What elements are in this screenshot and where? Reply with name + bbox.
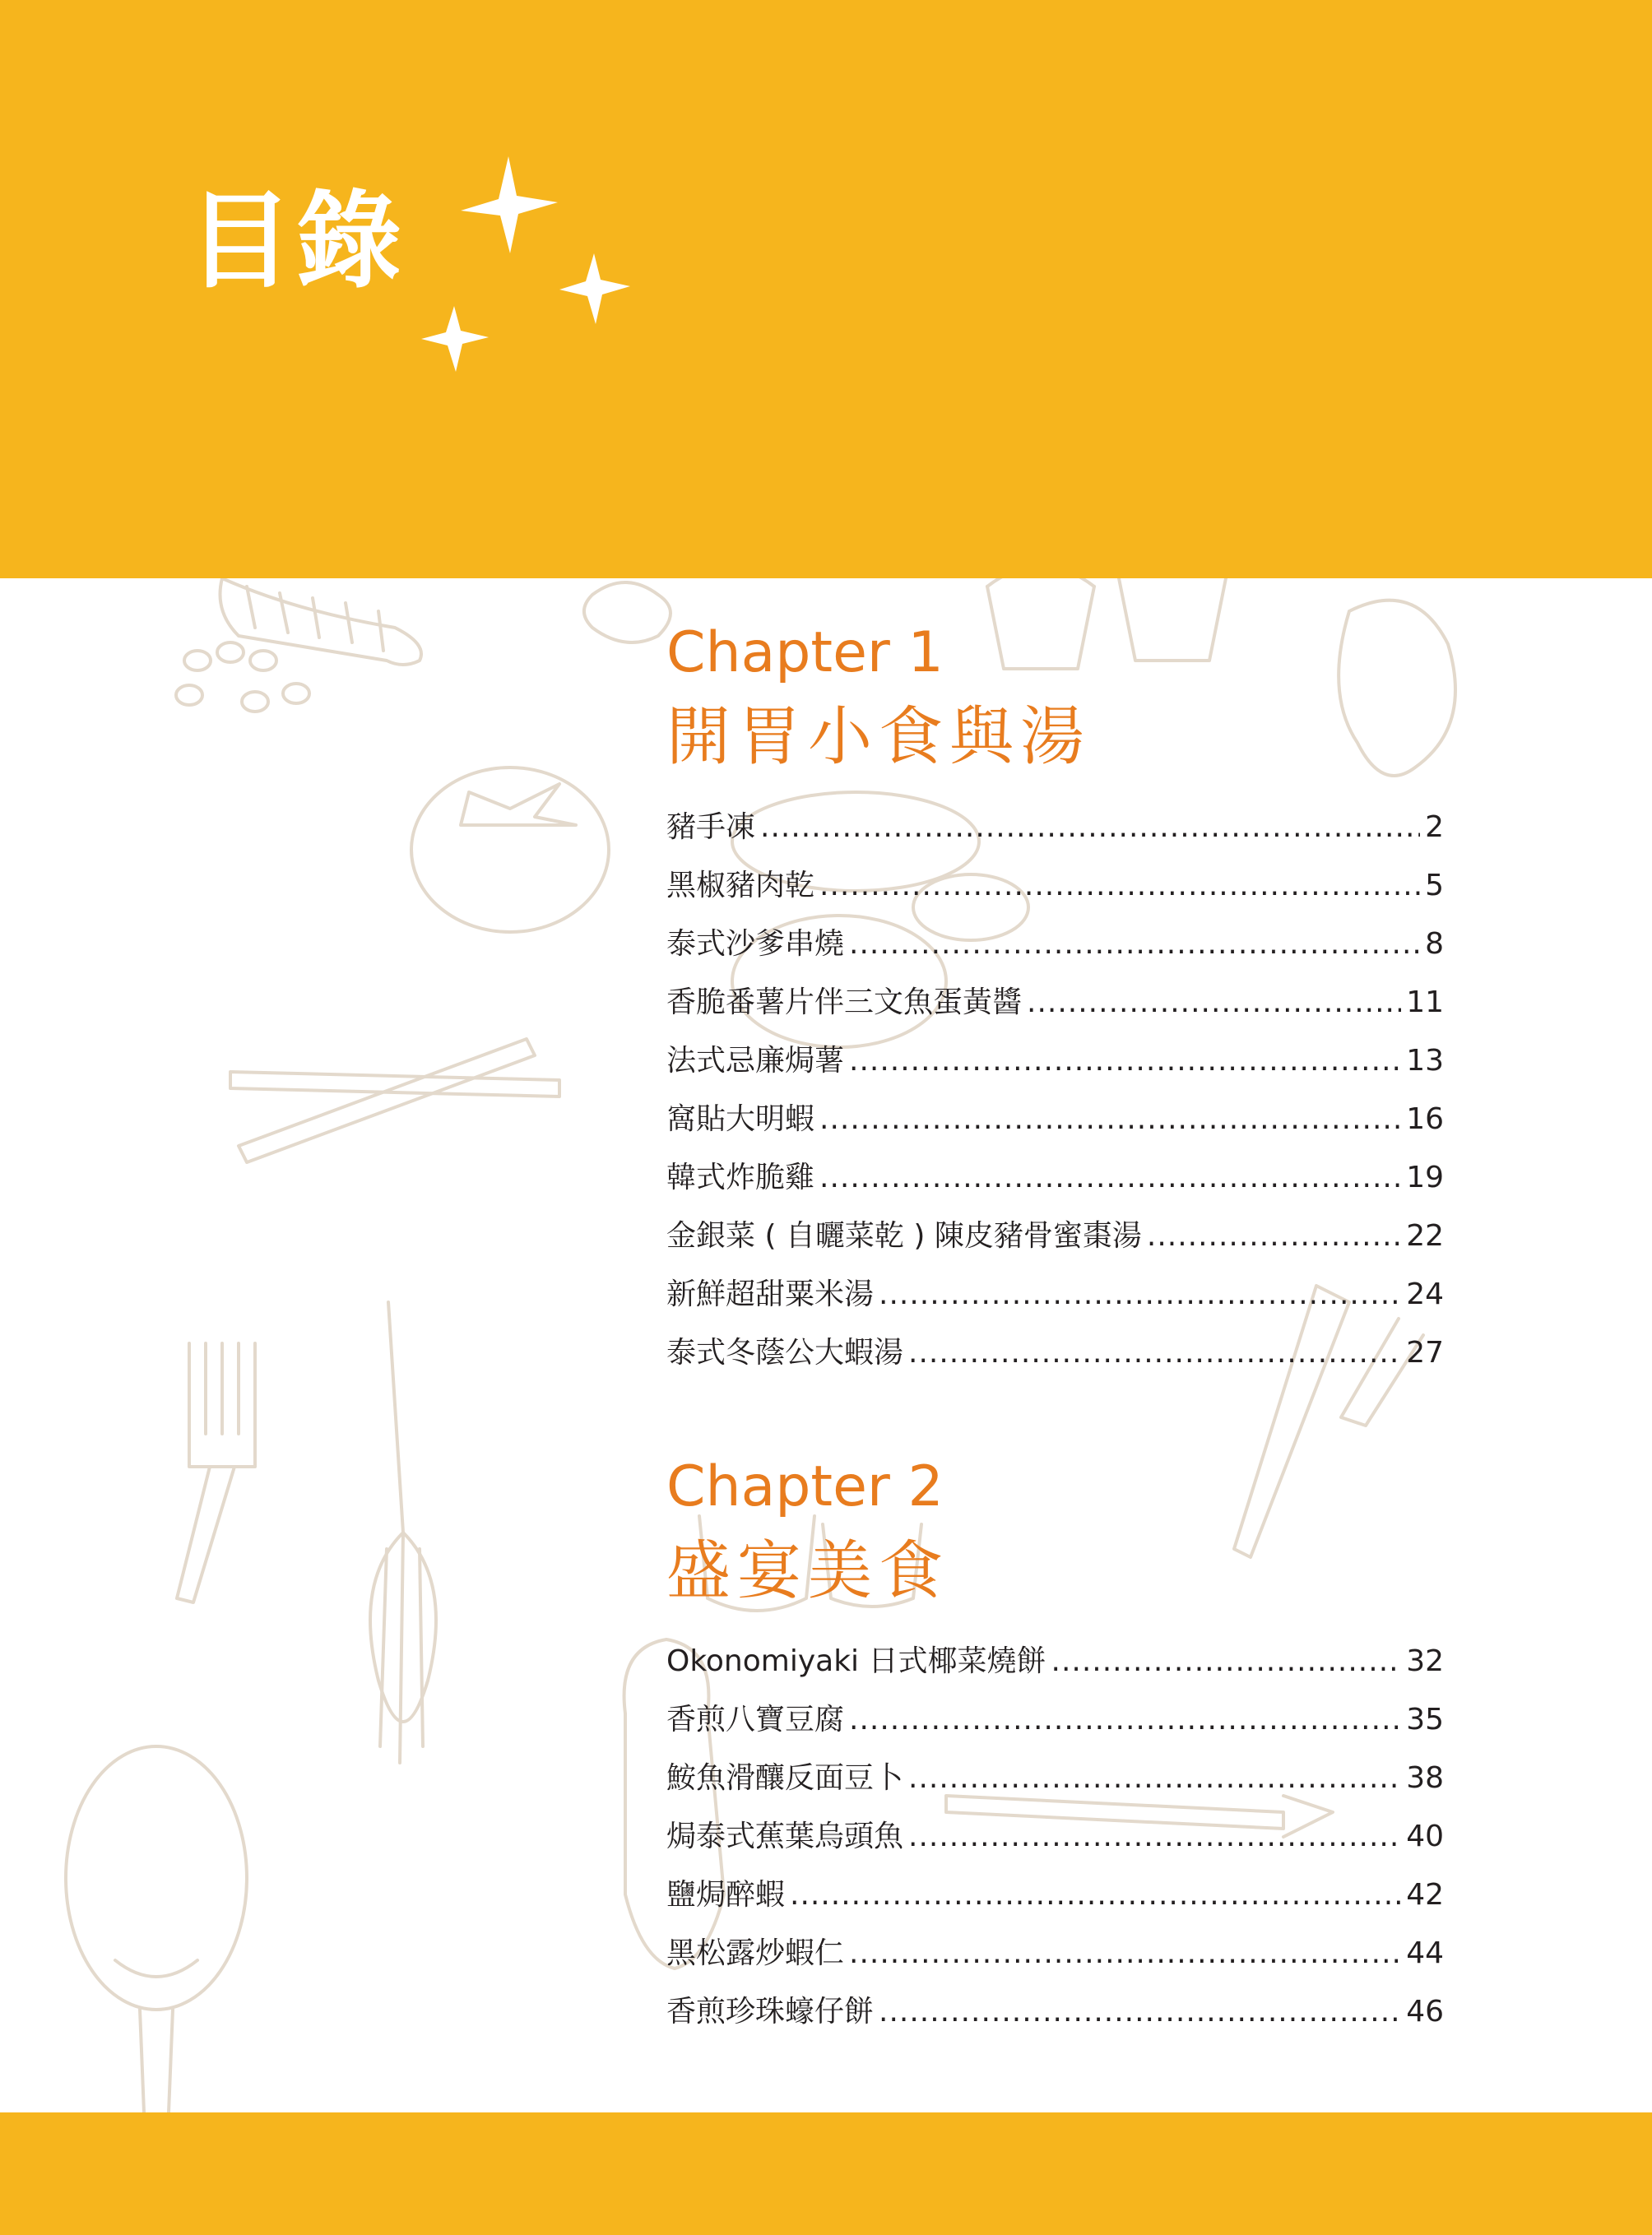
entry-title: 香煎八寶豆腐 bbox=[666, 1703, 845, 1737]
dot-leader bbox=[819, 1153, 1401, 1203]
chopsticks-sketch bbox=[230, 1039, 559, 1162]
toc-entry[interactable] bbox=[666, 920, 1444, 969]
entry-page-number: 19 bbox=[1406, 1161, 1444, 1194]
entry-title: 泰式冬蔭公大蝦湯 bbox=[666, 1336, 904, 1370]
entry-page-number: 24 bbox=[1406, 1277, 1444, 1311]
entry-title: 鮟魚滑釀反面豆卜 bbox=[666, 1761, 904, 1795]
entry-page-number: 11 bbox=[1406, 985, 1444, 1019]
entry-title: 法式忌廉焗薯 bbox=[666, 1044, 845, 1078]
sparkle-large-icon bbox=[461, 156, 558, 253]
toc-entry[interactable] bbox=[666, 1871, 1444, 1920]
entry-page-number: 16 bbox=[1406, 1102, 1444, 1136]
chapter-title: 盛宴美食 bbox=[666, 1534, 950, 1608]
entry-page-number: 2 bbox=[1425, 810, 1444, 844]
dot-leader bbox=[1027, 978, 1401, 1027]
entry-page-number: 42 bbox=[1406, 1878, 1444, 1912]
corn-sketch bbox=[220, 578, 422, 665]
entry-page-number: 22 bbox=[1406, 1219, 1444, 1253]
entry-page-number: 46 bbox=[1406, 1995, 1444, 2029]
toc-entry[interactable] bbox=[666, 1270, 1444, 1319]
chapter-1 bbox=[666, 620, 1448, 1370]
chapter-title: 開胃小食與湯 bbox=[666, 700, 1092, 774]
dot-leader bbox=[879, 1270, 1401, 1319]
whisk-sketch bbox=[370, 1302, 436, 1763]
chapter-label: Chapter 1 bbox=[666, 620, 944, 685]
toc-entry[interactable] bbox=[666, 1153, 1444, 1203]
dot-leader bbox=[849, 1695, 1401, 1745]
dot-leader bbox=[819, 861, 1420, 911]
dot-leader bbox=[908, 1812, 1401, 1862]
spoon-sketch bbox=[66, 1746, 247, 2112]
dot-leader bbox=[1147, 1212, 1401, 1261]
entry-title: 窩貼大明蝦 bbox=[666, 1102, 815, 1136]
dot-leader bbox=[849, 1036, 1401, 1086]
entry-page-number: 44 bbox=[1406, 1936, 1444, 1970]
corn-kernels-sketch bbox=[176, 642, 309, 712]
toc-entry[interactable] bbox=[666, 1637, 1444, 1686]
entry-title: Okonomiyaki 日式椰菜燒餅 bbox=[666, 1644, 1046, 1678]
entry-page-number: 8 bbox=[1425, 927, 1444, 961]
dot-leader bbox=[1051, 1637, 1402, 1686]
toc-entry[interactable] bbox=[666, 1328, 1444, 1378]
entry-page-number: 38 bbox=[1406, 1761, 1444, 1795]
entry-page-number: 40 bbox=[1406, 1820, 1444, 1853]
entry-title: 金銀菜 ( 自曬菜乾 ) 陳皮豬骨蜜棗湯 bbox=[666, 1219, 1142, 1253]
entry-title: 香煎珍珠蠔仔餅 bbox=[666, 1995, 875, 2029]
sparkle-left-icon bbox=[421, 306, 489, 372]
fork-sketch bbox=[177, 1343, 255, 1602]
footer-band bbox=[0, 2112, 1652, 2235]
toc-entry[interactable] bbox=[666, 1095, 1444, 1144]
dot-leader bbox=[849, 920, 1420, 969]
toc-entry[interactable] bbox=[666, 1987, 1444, 2037]
toc-entry[interactable] bbox=[666, 978, 1444, 1027]
entry-page-number: 13 bbox=[1406, 1044, 1444, 1078]
toc-entry[interactable] bbox=[666, 1812, 1444, 1862]
entry-title: 鹽焗醉蝦 bbox=[666, 1878, 786, 1912]
tomato-sketch bbox=[411, 767, 609, 932]
entry-title: 豬手凍 bbox=[666, 810, 756, 844]
entry-page-number: 27 bbox=[1406, 1336, 1444, 1370]
dot-leader bbox=[849, 1929, 1401, 1978]
entry-title: 黑松露炒蝦仁 bbox=[666, 1936, 845, 1970]
entry-page-number: 35 bbox=[1406, 1703, 1444, 1737]
chapter-2 bbox=[666, 1454, 1448, 2029]
entry-title: 新鮮超甜粟米湯 bbox=[666, 1277, 875, 1311]
toc-entry[interactable] bbox=[666, 1929, 1444, 1978]
toc-entry[interactable] bbox=[666, 803, 1444, 852]
sparkles-decoration bbox=[411, 148, 658, 395]
chapter-label: Chapter 2 bbox=[666, 1454, 944, 1519]
toc-entry[interactable] bbox=[666, 1754, 1444, 1803]
sparkle-right-icon bbox=[559, 253, 630, 324]
toc-entry[interactable] bbox=[666, 1036, 1444, 1086]
dot-leader bbox=[819, 1095, 1401, 1144]
dot-leader bbox=[760, 803, 1420, 852]
dot-leader bbox=[879, 1987, 1401, 2037]
entry-title: 韓式炸脆雞 bbox=[666, 1161, 815, 1194]
dot-leader bbox=[908, 1328, 1401, 1378]
toc-entry[interactable] bbox=[666, 861, 1444, 911]
dot-leader bbox=[908, 1754, 1401, 1803]
toc-entry[interactable] bbox=[666, 1695, 1444, 1745]
entry-title: 焗泰式蕉葉烏頭魚 bbox=[666, 1820, 904, 1853]
entry-page-number: 32 bbox=[1406, 1644, 1444, 1678]
entry-title: 香脆番薯片伴三文魚蛋黃醬 bbox=[666, 985, 1023, 1019]
entry-title: 黑椒豬肉乾 bbox=[666, 869, 815, 902]
page-title: 目錄 bbox=[188, 180, 406, 303]
bread-sketch bbox=[584, 582, 671, 642]
toc-entry[interactable] bbox=[666, 1212, 1444, 1261]
entry-page-number: 5 bbox=[1425, 869, 1444, 902]
entry-title: 泰式沙爹串燒 bbox=[666, 927, 845, 961]
dot-leader bbox=[790, 1871, 1401, 1920]
